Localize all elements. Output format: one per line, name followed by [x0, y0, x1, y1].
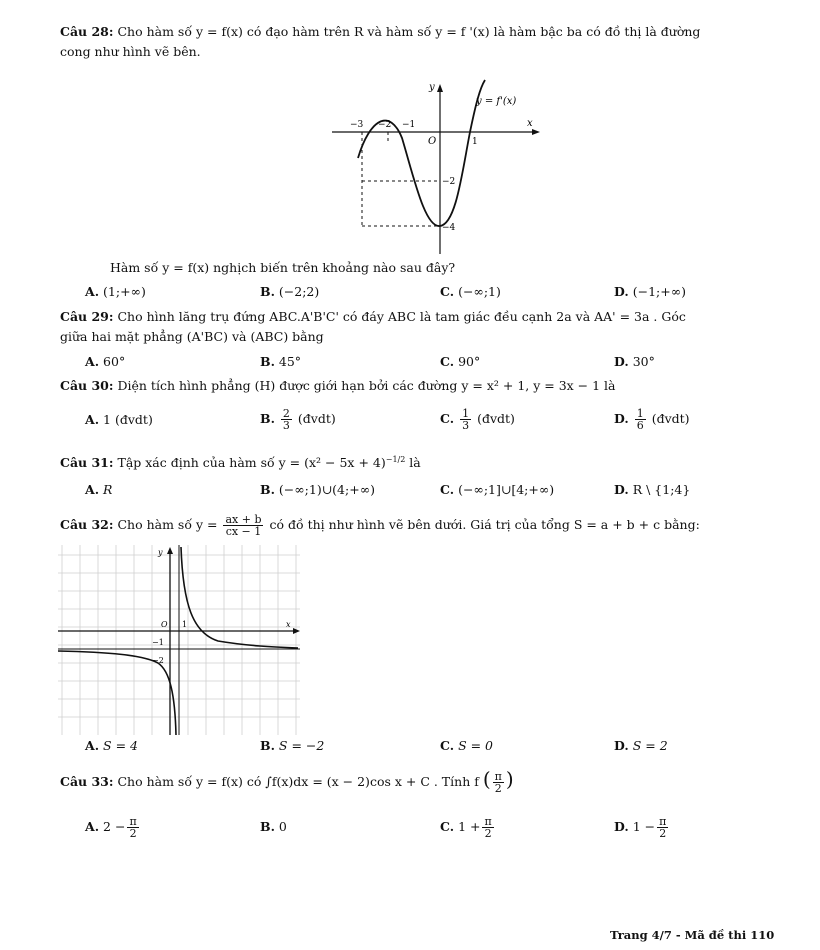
q32-label: Câu 32: [60, 517, 114, 532]
q28-tick-y-neg4: −4 [442, 223, 456, 233]
q28-option-c[interactable]: C. (−∞;1) [440, 284, 501, 299]
q33-option-a-fraction: $\frac{\pi}{2}$ [129, 815, 137, 840]
q28-y-label: y [429, 82, 435, 93]
q29-label: Câu 29: [60, 309, 114, 324]
q28-tick-neg1: −1 [402, 120, 416, 130]
q32-tick-neg2: −2 [152, 656, 164, 665]
q28-origin-label: O [428, 136, 437, 147]
q30-option-a[interactable]: A. 1 (đvdt) [85, 412, 153, 427]
q33-option-c-fraction: $\frac{\pi}{2}$ [484, 815, 492, 840]
q30-option-c[interactable]: C. $\frac{1}{3}$ (đvdt) [440, 407, 515, 432]
q30-option-b-fraction: $\frac{2}{3}$ [282, 407, 290, 432]
q33-option-b[interactable]: B. 0 [260, 819, 287, 834]
q31-exponent: −1/2 [385, 455, 406, 464]
q33-arg: ( [482, 767, 491, 791]
q32-graph [58, 545, 300, 735]
q32-tick-1: 1 [182, 620, 188, 629]
q32-line1: Câu 32: Cho hàm số y = $\frac{ax + b}{cx - 1}$ có đồ thị như hình vẽ bên dưới. Giá trị của tổng S = a + b + c bằng: [60, 513, 700, 538]
q29-option-c[interactable]: C. 90° [440, 354, 481, 369]
q33-option-a[interactable]: A. 2 − $\frac{\pi}{2}$ [85, 815, 137, 840]
q28-y-arrow-icon [437, 84, 443, 92]
q28-label: Câu 28: [60, 24, 114, 39]
q28-x-arrow-icon [532, 129, 540, 135]
q29-option-b[interactable]: B. 45° [260, 354, 302, 369]
q32-option-b[interactable]: B. S = −2 [260, 738, 325, 753]
q33-line1: Câu 33: Cho hàm số y = f(x) có ∫f(x)dx = (x − 2)cos x + C . Tính f ( $\frac{\pi}{2}$ ) [60, 767, 514, 795]
q29-line1: Câu 29: Cho hình lăng trụ đứng ABC.A'B'C' có đáy ABC là tam giác đều cạnh 2a và AA' = 3a . Góc [60, 309, 686, 324]
q32-option-a[interactable]: A. S = 4 [85, 738, 138, 753]
q30-label: Câu 30: [60, 378, 114, 393]
q31-option-a[interactable]: A. R [85, 482, 113, 497]
q29-option-d[interactable]: D. 30° [614, 354, 655, 369]
q28-graph [330, 78, 550, 258]
q28-line2 [60, 44, 201, 60]
q28-tick-neg3: −3 [350, 120, 364, 130]
q28-curve [358, 80, 485, 226]
q28-text1: Cho hàm số y = f(x) có đạo hàm trên R và hàm số y = f '(x) là hàm bậc ba có đồ thị là đường [117, 24, 701, 39]
q31-line1: Câu 31: Tập xác định của hàm số $y = (x^2 - 5x + 4)^{-1/2}$ là [60, 455, 421, 471]
q30-option-c-fraction: $\frac{1}{3}$ [462, 407, 470, 432]
q32-y-label: y [158, 548, 163, 557]
q31-option-d[interactable]: D. R \ {1;4} [614, 482, 691, 497]
q28-option-b[interactable]: B. (−2;2) [260, 284, 320, 299]
q30-option-d-fraction: $\frac{1}{6}$ [636, 407, 644, 432]
q28-tick-1: 1 [472, 137, 478, 147]
q33-option-d[interactable]: D. 1 − $\frac{\pi}{2}$ [614, 815, 667, 840]
q28-tick-y-neg2: −2 [442, 177, 456, 187]
q33-option-d-fraction: $\frac{\pi}{2}$ [659, 815, 667, 840]
q29-option-a[interactable]: A. 60° [85, 354, 126, 369]
q32-origin-label: O [161, 620, 168, 629]
q30-option-d[interactable]: D. $\frac{1}{6}$ (đvdt) [614, 407, 690, 432]
q28-option-d[interactable]: D. (−1;+∞) [614, 284, 687, 299]
q28-tick-neg2: −2 [378, 120, 392, 130]
q31-label: Câu 31: [60, 455, 114, 471]
q30-line1: Câu 30: Diện tích hình phẳng (H) được giới hạn bởi các đường y = x² + 1, y = 3x − 1 là [60, 378, 616, 393]
q28-line1 [60, 24, 700, 40]
q28-x-label: x [527, 118, 533, 129]
page-footer: Trang 4/7 - Mã đề thi 110 [610, 928, 775, 942]
q33-label: Câu 33: [60, 774, 114, 789]
q30-option-b[interactable]: B. $\frac{2}{3}$ (đvdt) [260, 407, 336, 432]
q28-option-a[interactable]: A. (1;+∞) [85, 284, 146, 299]
q28-question: Hàm số y = f(x) nghịch biến trên khoảng nào sau đây? [110, 260, 456, 275]
q33-option-c[interactable]: C. 1 + $\frac{\pi}{2}$ [440, 815, 492, 840]
q31-option-c[interactable]: C. (−∞;1]∪[4;+∞) [440, 482, 555, 497]
q28-text2: cong như hình vẽ bên. [60, 44, 201, 59]
q33-arg-fraction: $\frac{\pi}{2}$ [494, 770, 502, 795]
q32-option-d[interactable]: D. S = 2 [614, 738, 668, 753]
q32-function-fraction: $\frac{ax + b}{cx - 1}$ [225, 513, 262, 538]
q32-option-c[interactable]: C. S = 0 [440, 738, 494, 753]
q29-line2: giữa hai mặt phẳng (A'BC) và (ABC) bằng [60, 329, 324, 344]
q31-option-b[interactable]: B. (−∞;1)∪(4;+∞) [260, 482, 375, 497]
q32-x-label: x [286, 620, 291, 629]
q28-curve-label: y = f'(x) [476, 96, 517, 107]
q32-tick-neg1: −1 [152, 638, 164, 647]
